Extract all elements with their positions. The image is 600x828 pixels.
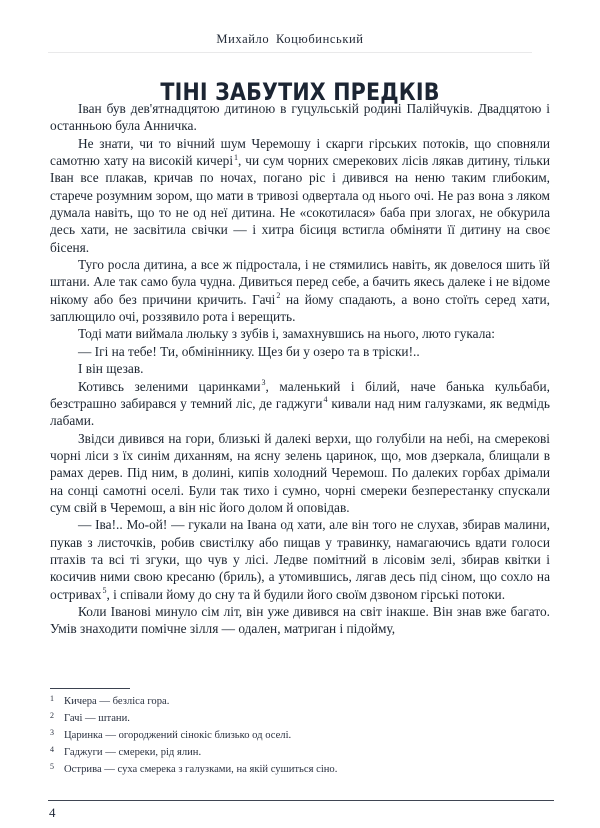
paragraph-6-text: І він щезав. — [78, 361, 144, 377]
footnote-item — [50, 761, 510, 778]
footnote-text: Кичера — безліса гора. — [64, 696, 170, 707]
footer-divider — [48, 800, 554, 801]
paragraph-6 — [50, 360, 550, 377]
footnote-item — [50, 710, 510, 727]
paragraph-5-dialogue — [50, 343, 550, 360]
paragraph-1-text: Іван був дев'ятнадцятою дитиною в гуцульській родині Палійчуків. Двадцятою і останньою була Анничка. — [50, 101, 550, 134]
footnote-item — [50, 727, 510, 744]
paragraph-10 — [50, 603, 550, 638]
running-head: Михайло Коцюбинський — [216, 32, 364, 46]
body-text — [50, 100, 550, 638]
footnote-number: 5 — [50, 762, 54, 772]
paragraph-2-text-b: , чи сум чорних смерекових лісів лякав дитину, тільки Іван все плакав, кричав по ночах, погано ріс і дивився на неню таким глибоким, старече розумним зором, що мати в тривозі одвертала од нього очі. Не раз вона з ляком думала навіть, що то не од неї дитина. Не «сокотилася» баба при злогах, не обкурила десь хати, не засвітила свічки — і хитра бісиця встигла обміняти її дитину на своє бісеня. — [50, 153, 550, 255]
paragraph-5-text: — Ігі на тебе! Ти, обмініннику. Щез би у озеро та в тріски!.. — [78, 343, 420, 359]
footnote-marker-2[interactable]: 2 — [276, 291, 281, 301]
page-number: 4 — [49, 805, 56, 820]
paragraph-9-text-a: — Іва!.. Мо-ой! — гукали на Івана од хати, але він того не слухав, збирав малини, пукав з листочків, робив свистілку або пищав у травинку, намагаючись вдати голоси птахів та всі ті згуки, що чув у лісі. Ледве помітний в лісовім зелі, збирав квітки і косичив ними свою кресаню (бриль), а утомившись, лягав десь під сіном, що сохло на остривах — [50, 517, 550, 602]
footnote-number: 2 — [50, 711, 54, 721]
paragraph-7 — [50, 378, 550, 430]
paragraph-7-text-b: , маленький і білий, наче банька кульбаби, безстрашно забирався у темний ліс, де гаджуги — [50, 378, 550, 411]
paragraph-7-text-c: кивали над ним галузками, як ведмідь лабами. — [50, 395, 551, 429]
footnote-text: Гаджуги — смереки, рід ялин. — [64, 747, 202, 759]
footnote-marker-1[interactable]: 1 — [234, 152, 239, 162]
footnote-divider — [50, 688, 130, 689]
paragraph-4-text: Тоді мати виймала люльку з зубів і, замахнувшись на нього, люто гукала: — [78, 326, 496, 342]
paragraph-1 — [50, 100, 550, 135]
footnote-number: 4 — [50, 745, 54, 755]
footnote-item — [50, 693, 510, 710]
header-divider — [48, 52, 532, 53]
paragraph-7-text-a: Котивсь зеленими царинками — [78, 378, 261, 394]
paragraph-4 — [50, 325, 550, 342]
paragraph-9 — [50, 516, 550, 603]
footnote-item — [50, 744, 510, 761]
footnote-text: Царинка — огороджений сінокіс близько од оселі. — [64, 730, 292, 742]
footnote-number: 1 — [50, 694, 54, 703]
footnote-marker-4[interactable]: 4 — [323, 395, 328, 405]
page-title: ТІНІ ЗАБУТИХ ПРЕДКІВ — [160, 78, 440, 107]
paragraph-3-text-b: на йому спадають, а воно стоїть серед хати, заплющило очі, роззявило рота і верещить. — [50, 291, 550, 325]
footnote-marker-5[interactable]: 5 — [102, 586, 107, 596]
paragraph-8 — [50, 430, 550, 517]
footnote-text: Гачі — штани. — [64, 713, 130, 725]
paragraph-3-text-a: Туго росла дитина, а все ж підростала, і не стямились навіть, як довелося шить їй штани. Але так само була чудна. Дивиться перед себе, а бачить якесь далеке і не відоме нікому або без причини кричить. Гачі — [50, 257, 550, 307]
paragraph-10-text: Коли Іванові минуло сім літ, він уже дивився на світ інакше. Він знав вже багато. Умів знаходити помічне зілля — одален, матриган і підойму, — [50, 603, 550, 637]
paragraph-2 — [50, 135, 550, 256]
footnote-marker-3[interactable]: 3 — [261, 378, 266, 388]
footnote-text: Острива — суха смерека з галузками, на якій сушиться сіно. — [64, 764, 338, 776]
paragraph-9-text-b: , і співали йому до сну та й будили його своїм дзвоном гірські потоки. — [106, 586, 506, 602]
paragraph-8-text: Звідси дивився на гори, близькі й далекі верхи, що голубіли на небі, на смерекові чорні ліси з їх синім диханням, на ясну зелень царинок, що, мов дзеркала, блищали в рамах дерев. Під ним, в долині, кипів холодний Черемош. По далеких горбах дрімали на сонці самотні оселі. Були так тихо і сумно, чорні смереки безперестанку спускали сум свій в Черемош, а він ніс його долом й оповідав. — [50, 430, 550, 515]
footnote-number: 3 — [50, 728, 54, 738]
paragraph-3 — [50, 256, 550, 325]
paragraph-2-text-a: Не знати, чи то вічний шум Черемошу і скарги гірських потоків, що сповняли самотню хату на високій кичері — [50, 135, 550, 169]
footnote-list — [50, 693, 510, 778]
